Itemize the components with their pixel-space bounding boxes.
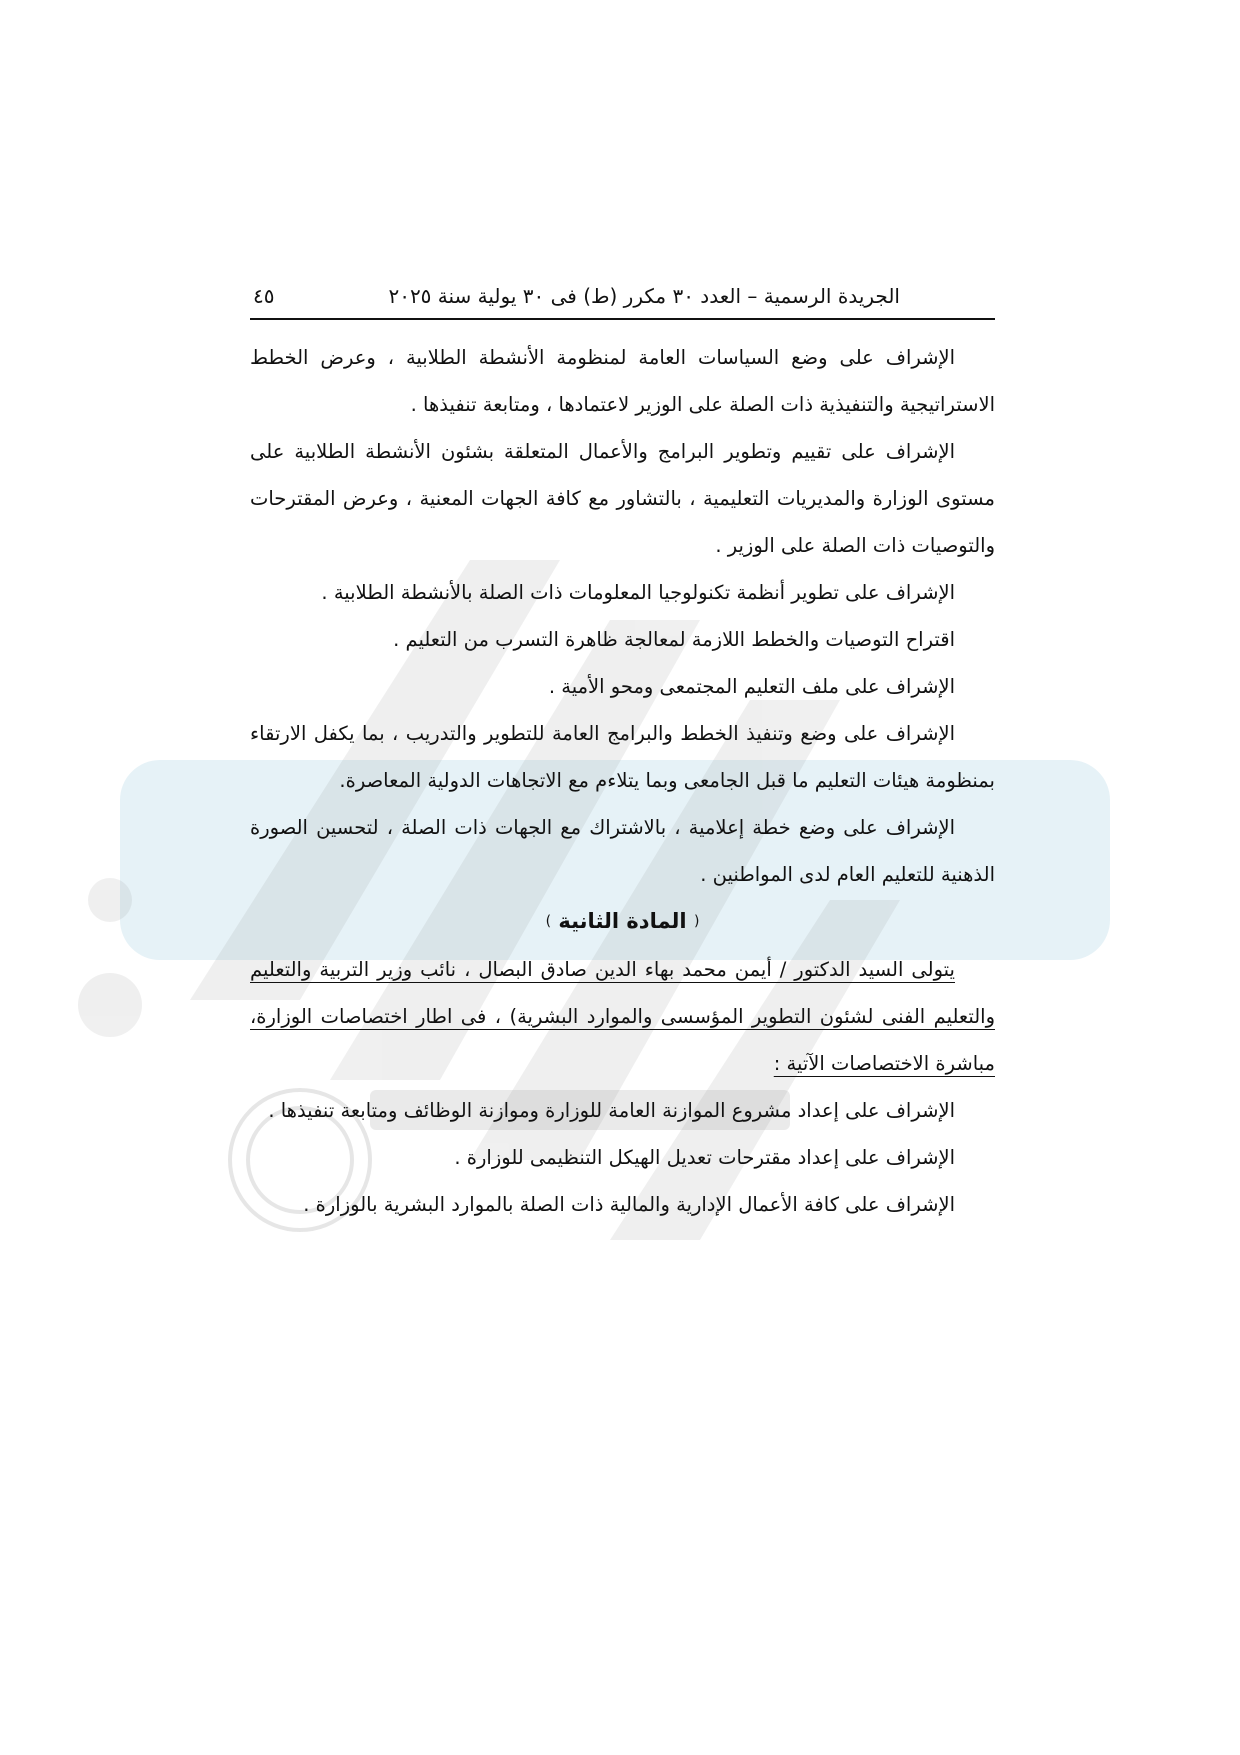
article-heading-close: ) [545,913,552,930]
article-two-item-budget: الإشراف على إعداد مشروع الموازنة العامة للوزارة وموازنة الوظائف ومتابعة تنفيذها . [268,1098,955,1122]
paragraph-programs-evaluation: الإشراف على تقييم وتطوير البرامج والأعمال المتعلقة بشئون الأنشطة الطلابية على مستوى الوزارة والمديريات التعليمية ، بالتشاور مع كافة الجهات المعنية ، وعرض المقترحات والتوصيات ذات الصلة على الوزير . [250,440,995,557]
paragraph-training-plans: الإشراف على وضع وتنفيذ الخطط والبرامج العامة للتطوير والتدريب ، بما يكفل الارتقاء بمنظومة هيئات التعليم ما قبل الجامعى وبما يتلاءم مع الاتجاهات الدولية المعاصرة. [250,722,995,792]
gazette-page [250,280,995,1228]
article-two-item-structure: الإشراف على إعداد مقترحات تعديل الهيكل التنظيمى للوزارة . [454,1145,955,1169]
article-two-item-hr: الإشراف على كافة الأعمال الإدارية والمالية ذات الصلة بالموارد البشرية بالوزارة . [303,1192,955,1216]
article-heading-open: ( [693,913,700,930]
paragraph-media-plan: الإشراف على وضع خطة إعلامية ، بالاشتراك مع الجهات ذات الصلة ، لتحسين الصورة الذهنية للتعليم العام لدى المواطنين . [250,816,995,886]
running-header [250,280,995,320]
document-body [250,334,995,1228]
paragraph-it-systems: الإشراف على تطوير أنظمة تكنولوجيا المعلومات ذات الصلة بالأنشطة الطلابية . [321,581,955,604]
article-heading-title: المادة الثانية [558,909,687,933]
paragraph-student-activities-policy: الإشراف على وضع السياسات العامة لمنظومة الأنشطة الطلابية ، وعرض الخطط الاستراتيجية والتنفيذية ذات الصلة على الوزير لاعتمادها ، ومتابعة تنفيذها . [250,346,995,416]
article-heading [250,898,995,946]
gazette-issue-title: الجريدة الرسمية – العدد ٣٠ مكرر (ط) فى ٣٠ يولية سنة ٢٠٢٥ [388,284,900,308]
paragraph-dropout: اقتراح التوصيات والخطط اللازمة لمعالجة ظاهرة التسرب من التعليم . [393,628,955,651]
paragraph-community-education: الإشراف على ملف التعليم المجتمعى ومحو الأمية . [548,675,955,698]
page-number: ٤٥ [253,284,275,308]
article-two-intro: يتولى السيد الدكتور / أيمن محمد بهاء الدين صادق البصال ، نائب وزير التربية والتعليم والتعليم الفنى لشئون التطوير المؤسسى والموارد البشرية) ، فى اطار اختصاصات الوزارة، مباشرة الاختصاصات الآتية : [250,957,995,1075]
